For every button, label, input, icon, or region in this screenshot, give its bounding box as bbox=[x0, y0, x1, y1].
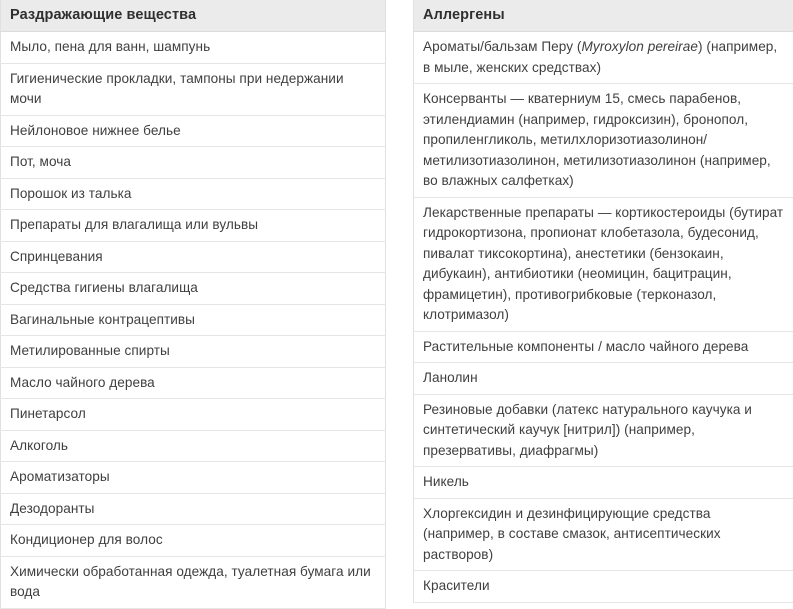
irritants-cell: Пот, моча bbox=[1, 147, 386, 179]
irritants-cell: Алкоголь bbox=[1, 430, 386, 462]
irritants-cell: Вагинальные контрацептивы bbox=[1, 304, 386, 336]
irritants-cell: Кондиционер для волос bbox=[1, 525, 386, 557]
allergens-cell: Резиновые добавки (латекс натурального каучука и синтетический каучук [нитрил]) (например, презервативы, диафрагмы) bbox=[414, 394, 793, 467]
table-row bbox=[1, 525, 386, 557]
table-row bbox=[414, 32, 793, 84]
irritants-cell: Порошок из талька bbox=[1, 178, 386, 210]
irritants-header-cell: Раздражающие вещества bbox=[1, 0, 386, 32]
allergen-text-italic-species: Myroxylon pereirae bbox=[581, 39, 698, 54]
table-row bbox=[1, 63, 386, 115]
allergens-cell bbox=[414, 32, 793, 84]
allergens-cell: Консерванты — кватерниум 15, смесь парабенов, этилендиамин (например, гидроксизин), бронопол, пропиленгликоль, метилхлоризотиазолинон/метилизотиазолинон, метилизотиазолинон (например, во влажных салфетках) bbox=[414, 84, 793, 198]
irritants-cell: Мыло, пена для ванн, шампунь bbox=[1, 32, 386, 64]
table-row bbox=[1, 556, 386, 608]
irritants-cell: Нейлоновое нижнее белье bbox=[1, 115, 386, 147]
table-row bbox=[1, 367, 386, 399]
irritants-cell: Метилированные спирты bbox=[1, 336, 386, 368]
irritants-cell: Пинетарсол bbox=[1, 399, 386, 431]
allergen-text-plain: ) (например, в мыле, женских средствах) bbox=[423, 39, 777, 75]
table-row bbox=[414, 331, 793, 363]
table-row bbox=[414, 363, 793, 395]
irritants-cell: Средства гигиены влагалища bbox=[1, 273, 386, 305]
irritants-cell: Спринцевания bbox=[1, 241, 386, 273]
table-row bbox=[1, 430, 386, 462]
allergens-cell: Хлоргексидин и дезинфицирующие средства (например, в составе смазок, антисептических растворов) bbox=[414, 498, 793, 571]
allergens-header-cell: Аллергены bbox=[414, 0, 793, 32]
table-row bbox=[1, 178, 386, 210]
table-row bbox=[1, 32, 386, 64]
irritants-column bbox=[0, 0, 386, 609]
allergens-cell: Лекарственные препараты — кортикостероиды (бутират гидрокортизона, пропионат клобетазола, будесонид, пивалат тиксокортина), анестетики (бензокаин, дибукаин), антибиотики (неомицин, бацитрацин, фрамицетин), противогрибковые (терконазол, клотримазол) bbox=[414, 197, 793, 331]
table-row bbox=[1, 273, 386, 305]
table-row bbox=[414, 394, 793, 467]
allergens-cell: Красители bbox=[414, 571, 793, 603]
table-row bbox=[1, 462, 386, 494]
allergens-table-head bbox=[414, 0, 793, 32]
table-header-row bbox=[414, 0, 793, 32]
table-row bbox=[414, 498, 793, 571]
irritants-table-head bbox=[1, 0, 386, 32]
table-row bbox=[1, 336, 386, 368]
allergens-cell: Никель bbox=[414, 467, 793, 499]
irritants-cell: Дезодоранты bbox=[1, 493, 386, 525]
irritants-cell: Масло чайного дерева bbox=[1, 367, 386, 399]
table-row bbox=[1, 210, 386, 242]
irritants-cell: Ароматизаторы bbox=[1, 462, 386, 494]
irritants-table bbox=[0, 0, 386, 609]
table-row bbox=[414, 571, 793, 603]
allergens-column bbox=[413, 0, 793, 603]
irritants-cell: Химически обработанная одежда, туалетная бумага или вода bbox=[1, 556, 386, 608]
table-row bbox=[414, 197, 793, 331]
allergens-cell: Растительные компоненты / масло чайного дерева bbox=[414, 331, 793, 363]
table-row bbox=[414, 467, 793, 499]
table-row bbox=[1, 399, 386, 431]
allergens-cell: Ланолин bbox=[414, 363, 793, 395]
irritants-cell: Препараты для влагалища или вульвы bbox=[1, 210, 386, 242]
allergens-table-body bbox=[414, 32, 793, 603]
table-row bbox=[1, 115, 386, 147]
table-row bbox=[1, 241, 386, 273]
table-header-row bbox=[1, 0, 386, 32]
allergen-text-plain: Ароматы/бальзам Перу ( bbox=[423, 39, 581, 54]
table-row bbox=[414, 84, 793, 198]
allergens-table bbox=[413, 0, 793, 603]
irritants-cell: Гигиенические прокладки, тампоны при недержании мочи bbox=[1, 63, 386, 115]
irritants-table-body bbox=[1, 32, 386, 609]
table-row bbox=[1, 147, 386, 179]
table-row bbox=[1, 493, 386, 525]
column-gap bbox=[386, 0, 413, 1]
table-row bbox=[1, 304, 386, 336]
